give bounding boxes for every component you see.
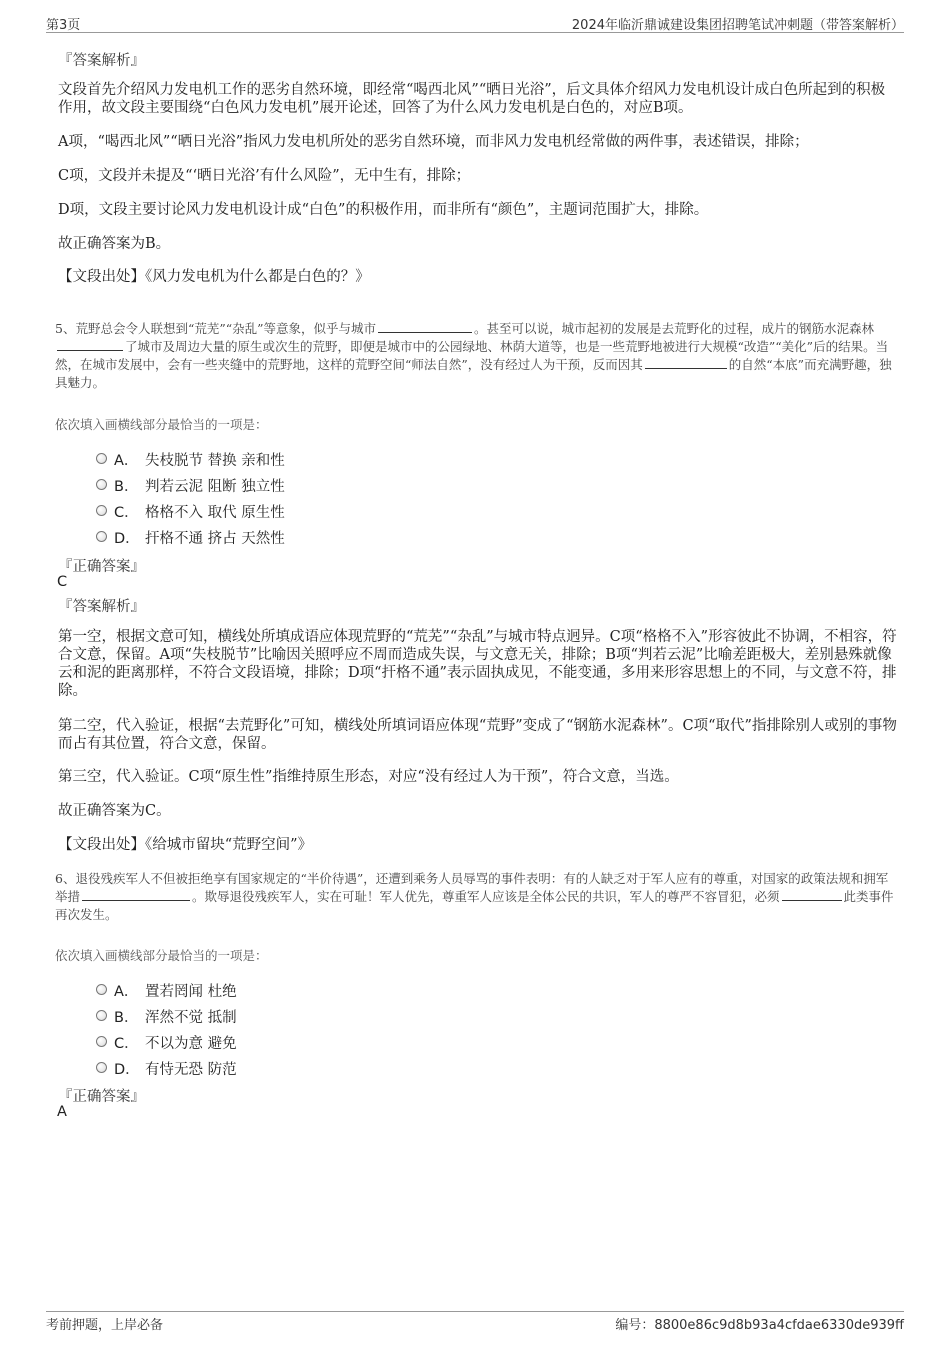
- q6-stem: 6、退役残疾军人不但被拒绝享有国家规定的“半价待遇”，还遭到乘务人员辱骂的事件表明：有的人缺乏对于军人应有的尊重，对国家的政策法规和拥军举措 。欺辱退役残疾军人，实在可耻！军人优先，尊重军人应该是全体公民的共识，军人的尊严不容冒犯，必须 此类事件再次发生。: [55, 871, 894, 922]
- radio-button[interactable]: [96, 984, 107, 995]
- q5-analysis-p3: 第三空，代入验证。C项“原生性”指维持原生形态，对应“没有经过人为干预”，符合文意，当选。: [58, 769, 679, 785]
- q5-analysis-p1: 第一空，根据文意可知，横线处所填成语应体现荒野的“荒芜”“杂乱”与城市特点迥异。C项“格格不入”形容彼此不协调，不相容，符合文意，保留。A项“失枝脱节”比喻因关照呼应不周而造成失误，与文意无关，排除；B项“判若云泥”比喻差距极大，差别悬殊就像云和泥的距离那样，不符合文段语境，排除；D项“扞格不通”表示固执成见，不能变通，多用来形容思想上的不同，与文意不符，排除。: [58, 629, 897, 699]
- footer-divider: [46, 1311, 904, 1312]
- q6-prompt: 依次填入画横线部分最恰当的一项是：: [55, 948, 268, 963]
- blank-2: [782, 888, 842, 901]
- q4-analysis-p1: 文段首先介绍风力发电机工作的恶劣自然环境，即经常“喝西北风”“晒日光浴”，后文具体介绍风力发电机设计成白色所起到的积极作用，故文段主要围绕“白色风力发电机”展开论述，回答了为什么风力发电机是白色的，对应B项。: [58, 82, 886, 116]
- radio-button[interactable]: [96, 531, 107, 542]
- radio-button[interactable]: [96, 505, 107, 516]
- page-header: [46, 14, 904, 32]
- q5-analysis-p2: 第二空，代入验证，根据“去荒野化”可知，横线处所填词语应体现“荒野”变成了“钢筋水泥森林”。C项“取代”指排除别人或别的事物而占有其位置，符合文意，保留。: [58, 718, 897, 752]
- q4-source: 【文段出处】《风力发电机为什么都是白色的？》: [58, 269, 370, 285]
- q6-correct-tag: 『正确答案』: [58, 1089, 145, 1105]
- q5-correct-answer: C: [57, 574, 68, 590]
- q5-analysis-tag: 『答案解析』: [58, 599, 145, 615]
- footer-slogan: 考前押题，上岸必备: [46, 1318, 164, 1333]
- radio-button[interactable]: [96, 1010, 107, 1021]
- q4-analysis-p4: D项，文段主要讨论风力发电机设计成“白色”的积极作用，而非所有“颜色”，主题词范围扩大，排除。: [58, 202, 709, 218]
- document-title: 2024年临沂鼎诚建设集团招聘笔试冲刺题（带答案解析）: [571, 18, 904, 33]
- document-code: 编号：8800e86c9d8b93a4cfdae6330de939ff: [615, 1318, 904, 1333]
- q5-correct-tag: 『正确答案』: [58, 559, 145, 575]
- q5-analysis-conclusion: 故正确答案为C。: [58, 803, 171, 819]
- q5-prompt: 依次填入画横线部分最恰当的一项是：: [55, 417, 268, 432]
- blank-2: [57, 338, 123, 351]
- blank-1: [378, 320, 472, 333]
- radio-button[interactable]: [96, 453, 107, 464]
- q4-analysis-p2: A项，“喝西北风”“晒日光浴”指风力发电机所处的恶劣自然环境，而非风力发电机经常做的两件事，表述错误，排除；: [58, 134, 809, 150]
- blank-3: [645, 356, 727, 369]
- blank-1: [82, 888, 190, 901]
- q4-analysis-p3: C项，文段并未提及“‘晒日光浴’有什么风险”，无中生有，排除；: [58, 168, 471, 184]
- q4-analysis-tag: 『答案解析』: [58, 53, 145, 69]
- header-divider: [46, 32, 904, 33]
- q6-correct-answer: A: [57, 1104, 67, 1120]
- radio-button[interactable]: [96, 479, 107, 490]
- q4-analysis-conclusion: 故正确答案为B。: [58, 236, 171, 252]
- q5-stem: 5、荒野总会令人联想到“荒芜”“杂乱”等意象，似乎与城市 。甚至可以说，城市起初的发展是去荒野化的过程，成片的钢筋水泥森林了城市及周边大量的原生或次生的荒野，即便是城市中的公园绿地、林荫大道等，也是一些荒野地被进行大规模“改造”“美化”后的结果。当然，在城市发展中，会有一些夹缝中的荒野地，这样的荒野空间“师法自然”，没有经过人为干预，反而因其 的自然“本底”而充满野趣，独具魅力。: [55, 321, 892, 390]
- radio-button[interactable]: [96, 1062, 107, 1073]
- page-number: 第3页: [46, 18, 81, 33]
- radio-button[interactable]: [96, 1036, 107, 1047]
- q5-source: 【文段出处】《给城市留块“荒野空间”》: [58, 837, 313, 853]
